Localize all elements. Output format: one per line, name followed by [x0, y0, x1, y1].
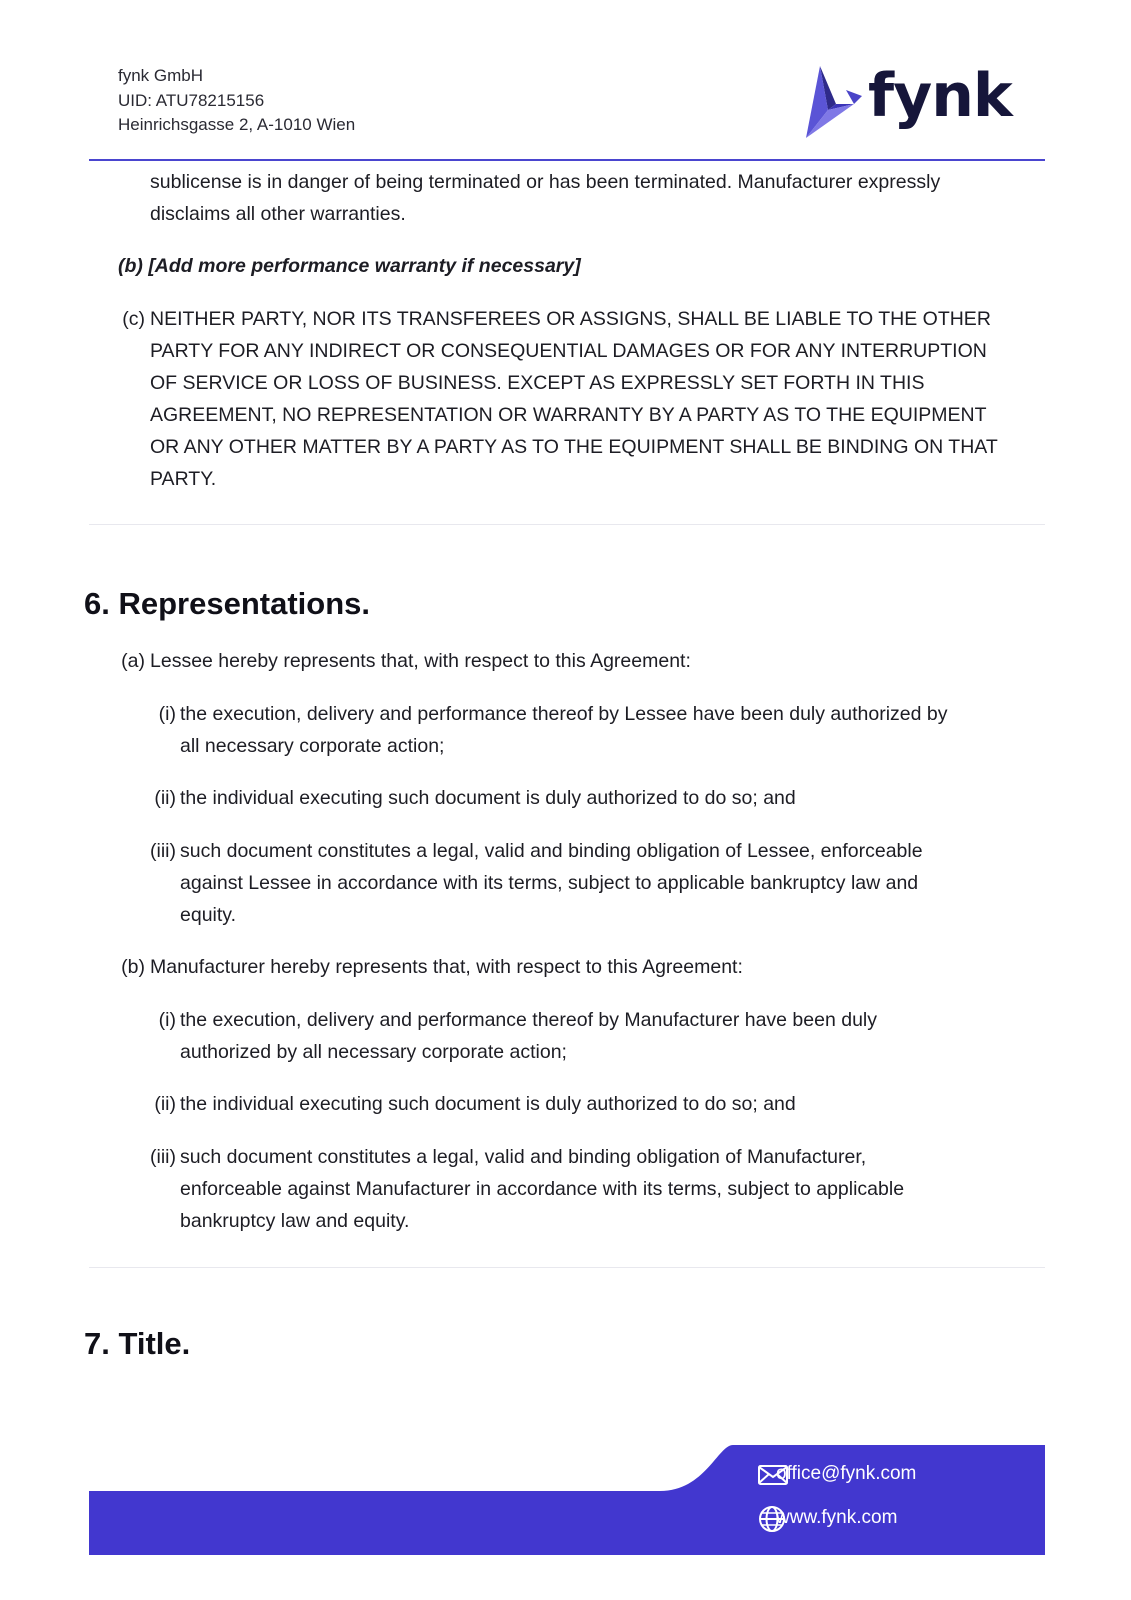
company-info — [118, 64, 355, 138]
section6-b-i-label: (i) — [158, 1009, 176, 1031]
section6-a-label: (a) — [121, 650, 145, 672]
section7-heading: 7. Title. — [84, 1326, 191, 1361]
section6-b-ii-line: the individual executing such document is duly authorized to do so; and — [180, 1093, 796, 1115]
company-address: Heinrichsgasse 2, A-1010 Wien — [118, 115, 356, 134]
section6-a-iii-line: against Lessee in accordance with its terms, subject to applicable bankruptcy law and — [180, 872, 919, 894]
clause-c-line: PARTY FOR ANY INDIRECT OR CONSEQUENTIAL DAMAGES OR FOR ANY INTERRUPTION — [150, 340, 987, 362]
footer-email-link[interactable]: office@fynk.com — [776, 1463, 917, 1484]
company-uid: UID: ATU78215156 — [118, 90, 265, 110]
clause-c-line: OF SERVICE OR LOSS OF BUSINESS. EXCEPT AS EXPRESSLY SET FORTH IN THIS — [150, 372, 925, 394]
section6-a-iii-line: equity. — [180, 904, 237, 926]
section6-a-text: Lessee hereby represents that, with respect to this Agreement: — [150, 650, 691, 672]
header-divider — [89, 159, 1045, 161]
logo-wordmark: fynk — [868, 61, 1012, 131]
section6-a-i-label: (i) — [158, 703, 176, 725]
section-divider — [89, 1267, 1045, 1268]
section6-b-i-line: the execution, delivery and performance thereof by Manufacturer have been duly — [180, 1009, 878, 1031]
section6-a-i-line: all necessary corporate action; — [180, 735, 445, 757]
company-name: fynk GmbH — [118, 66, 204, 85]
clause-c-label: (c) — [122, 308, 145, 330]
section6-a-iii-line: such document constitutes a legal, valid and binding obligation of Lessee, enforceable — [180, 840, 923, 862]
clause-c-line: OR ANY OTHER MATTER BY A PARTY AS TO THE EQUIPMENT SHALL BE BINDING ON THAT — [150, 436, 998, 458]
section6-a-ii-line: the individual executing such document is duly authorized to do so; and — [180, 787, 796, 809]
section6-b-iii-label: (iii) — [150, 1146, 176, 1168]
section6-heading: 6. Representations. — [84, 586, 370, 621]
section6-a-i-line: the execution, delivery and performance thereof by Lessee have been duly authorized by — [180, 703, 948, 725]
clause-b-placeholder: (b) [Add more performance warranty if necessary] — [118, 255, 581, 277]
clause-c-line: NEITHER PARTY, NOR ITS TRANSFEREES OR ASSIGNS, SHALL BE LIABLE TO THE OTHER — [150, 308, 991, 330]
section6-a-ii-label: (ii) — [154, 787, 176, 809]
section6-a-iii-label: (iii) — [150, 840, 176, 862]
section6-b-iii-line: enforceable against Manufacturer in accordance with its terms, subject to applicable — [180, 1178, 905, 1200]
clause-c-line: AGREEMENT, NO REPRESENTATION OR WARRANTY BY A PARTY AS TO THE EQUIPMENT — [150, 404, 987, 426]
section6-b-iii-line: such document constitutes a legal, valid and binding obligation of Manufacturer, — [180, 1146, 867, 1168]
section5-continuation-line2: disclaims all other warranties. — [150, 203, 406, 225]
section6-b-label: (b) — [121, 956, 145, 978]
section-divider — [89, 524, 1045, 525]
fynk-logo — [806, 60, 1012, 144]
section6-b-iii-line: bankruptcy law and equity. — [180, 1210, 410, 1232]
footer-band — [0, 1445, 1131, 1555]
section6-b-i-line: authorized by all necessary corporate action; — [180, 1041, 567, 1063]
bird-logo-icon — [806, 60, 872, 144]
section6-b-ii-label: (ii) — [154, 1093, 176, 1115]
section6-b-text: Manufacturer hereby represents that, with respect to this Agreement: — [150, 956, 743, 978]
clause-c-line: PARTY. — [150, 468, 217, 490]
section5-continuation-line1: sublicense is in danger of being terminated or has been terminated. Manufacturer expressly — [150, 171, 941, 193]
footer-website-link[interactable]: www.fynk.com — [776, 1507, 898, 1528]
footer — [0, 1445, 1131, 1555]
